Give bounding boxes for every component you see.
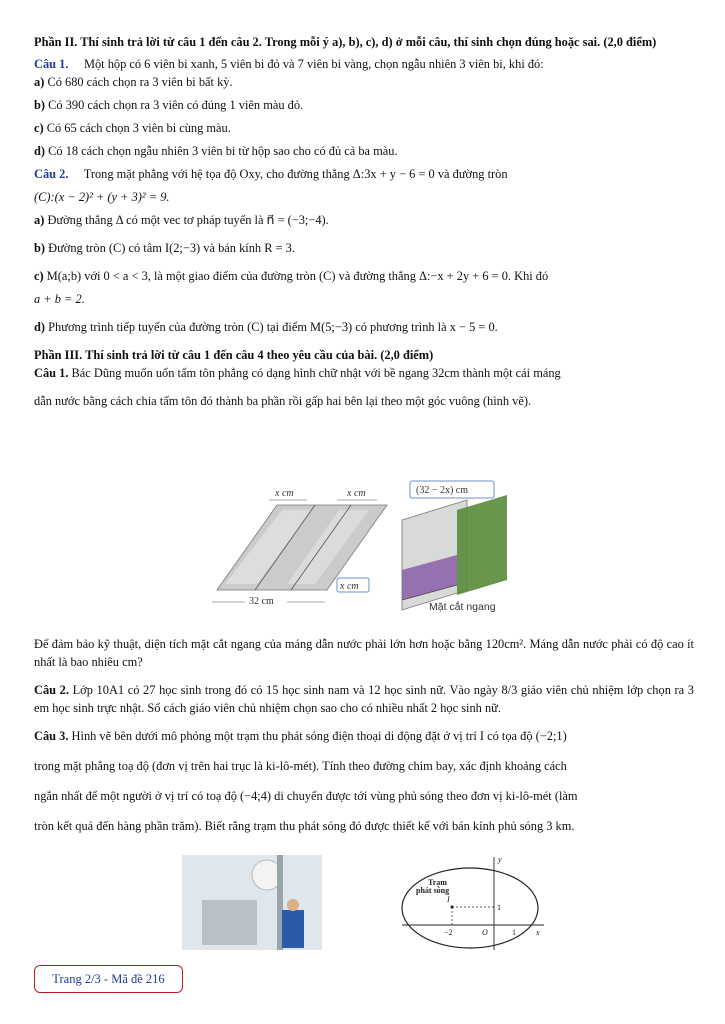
p3q3-text2: trong mặt phẳng toạ độ (đơn vị trên hai trục là ki-lô-mét). Tính theo đường chim bay, xác định khoảng cách xyxy=(34,758,567,773)
option-label: a) xyxy=(34,212,45,227)
part3-q3 xyxy=(34,728,694,746)
option-text: Đường tròn (C) có tâm I(2;−3) và bán kính R = 3. xyxy=(48,240,295,255)
q1-option-a xyxy=(34,74,694,92)
origin-label: O xyxy=(482,928,488,937)
technician-head xyxy=(287,899,299,911)
option-text: Phương trình tiếp tuyến của đường tròn (C) tại điểm M(5;−3) có phương trình là x − 5 = 0. xyxy=(48,319,498,334)
x-tick-neg2: −2 xyxy=(444,928,453,937)
option-label: b) xyxy=(34,240,46,255)
p3q2-label: Câu 2. xyxy=(34,682,69,697)
q1-text: Một hộp có 6 viên bi xanh, 5 viên bi đỏ và 7 viên bi vàng, chọn ngẫu nhiên 3 viên bi, khi đó: xyxy=(83,56,544,71)
option-label: d) xyxy=(34,319,46,334)
q2-text: Trong mặt phẳng với hệ tọa độ Oxy, cho đường thẳng Δ:3x + y − 6 = 0 và đường tròn xyxy=(83,166,508,181)
point-label: I xyxy=(447,895,450,904)
q2-label: Câu 2. xyxy=(34,166,69,181)
option-text: Có 390 cách chọn ra 3 viên có đúng 1 viên màu đỏ. xyxy=(48,97,304,112)
q2-option-d xyxy=(34,319,694,337)
p3q1-text2: dẫn nước bằng cách chia tấm tôn đó thành ba phần rồi gấp hai bên lại theo một góc vuông (hình vẽ). xyxy=(34,393,532,408)
cross-section-caption: Mặt cắt ngang xyxy=(429,601,496,613)
x-tick-one: 1 xyxy=(512,928,516,937)
part2-q1 xyxy=(34,56,694,74)
y-tick-one: 1 xyxy=(497,903,501,912)
q2-circle-equation: (C):(x − 2)² + (y + 3)² = 9. xyxy=(34,189,170,204)
part3-q1 xyxy=(34,365,694,383)
gutter-figure xyxy=(207,480,527,620)
part3-q2 xyxy=(34,682,694,718)
p3q2-text: Lớp 10A1 có 27 học sinh trong đó có 15 học sinh nam và 12 học sinh nữ. Vào ngày 8/3 giáo viên chủ nhiệm lớp chọn ra 3 em học sinh trực nhật. Số cách giáo viên chủ nhiệm chọn sao cho có nhiều nhất 2 học sinh nữ. xyxy=(34,682,694,715)
p3q3-text1: Hình vẽ bên dưới mô phỏng một trạm thu phát sóng điện thoại di động đặt ở vị trí I có tọa độ (−2;1) xyxy=(71,728,567,743)
station-label-2: phát sóng xyxy=(416,886,450,895)
q1-option-d xyxy=(34,143,694,161)
p3q3-text4: tròn kết quả đến hàng phần trăm). Biết rằng trạm thu phát sóng đó được thiết kế với bán kính phủ sóng 3 km. xyxy=(34,818,575,833)
p3q1-after: Để đảm bảo kỹ thuật, diện tích mặt cắt ngang của máng dẫn nước phải lớn hơn hoặc bằng 120cm². Máng dẫn nước phải có độ cao ít nhất là bao nhiêu cm? xyxy=(34,637,694,669)
xcm-right-label: x cm xyxy=(347,488,366,499)
part2-heading: Phần II. Thí sinh trả lời từ câu 1 đến câu 2. Trong mỗi ý a), b), c), d) ở mỗi câu, thí sinh chọn đúng hoặc sai. (2,0 điểm) xyxy=(34,35,657,49)
tower-figure xyxy=(182,855,552,950)
q2-option-b xyxy=(34,240,694,258)
q2-option-c-cont: a + b = 2. xyxy=(34,291,85,306)
option-text: Có 18 cách chọn ngẫu nhiên 3 viên bi từ hộp sao cho có đủ cả ba màu. xyxy=(48,143,398,158)
page-footer: Trang 2/3 - Mã đề 216 xyxy=(34,965,183,993)
station-point xyxy=(451,906,454,909)
side-label: x cm xyxy=(340,581,359,592)
q2-option-a xyxy=(34,212,694,230)
p3q3-label: Câu 3. xyxy=(34,728,69,743)
option-text: Có 680 cách chọn ra 3 viên bi bất kỳ. xyxy=(47,74,233,89)
option-label: b) xyxy=(34,97,46,112)
q1-label: Câu 1. xyxy=(34,56,69,71)
option-text: M(a;b) với 0 < a < 3, là một giao điểm của đường tròn (C) và đường thẳng Δ:−x + 2y + 6 = 0. Khi đó xyxy=(46,268,549,283)
bottom-width-label: 32 cm xyxy=(249,596,274,607)
option-text: Đường thẳng Δ có một vec tơ pháp tuyến là n⃗ = (−3;−4). xyxy=(47,212,329,227)
option-label: a) xyxy=(34,74,45,89)
equipment-box xyxy=(202,900,257,945)
part2-q2 xyxy=(34,166,694,184)
exam-page-continued xyxy=(34,636,694,836)
technician xyxy=(282,910,304,948)
option-label: c) xyxy=(34,120,44,135)
q1-option-b xyxy=(34,97,694,115)
p3q1-text1: Bác Dũng muốn uốn tấm tôn phẳng có dạng hình chữ nhật với bề ngang 32cm thành một cái máng xyxy=(71,365,561,380)
option-label: c) xyxy=(34,268,44,283)
xcm-left-label: x cm xyxy=(275,488,294,499)
y-axis-label: y xyxy=(498,855,502,864)
exam-page xyxy=(34,34,694,411)
q1-option-c xyxy=(34,120,694,138)
gutter-wall-right xyxy=(457,495,507,595)
p3q1-label: Câu 1. xyxy=(34,365,69,380)
option-label: d) xyxy=(34,143,46,158)
x-axis-label: x xyxy=(536,928,540,937)
p3q3-text3: ngắn nhất để một người ở vị trí có toạ độ (−4;4) di chuyển được tới vùng phủ sóng theo đơn vị ki-lô-mét (làm xyxy=(34,788,578,803)
station-label-1: Trạm xyxy=(428,878,447,887)
top-width-label: (32 − 2x) cm xyxy=(416,485,469,496)
q2-option-c xyxy=(34,268,694,286)
option-text: Có 65 cách chọn 3 viên bi cùng màu. xyxy=(46,120,231,135)
part3-heading: Phần III. Thí sinh trả lời từ câu 1 đến câu 4 theo yêu cầu của bài. (2,0 điểm) xyxy=(34,347,434,362)
